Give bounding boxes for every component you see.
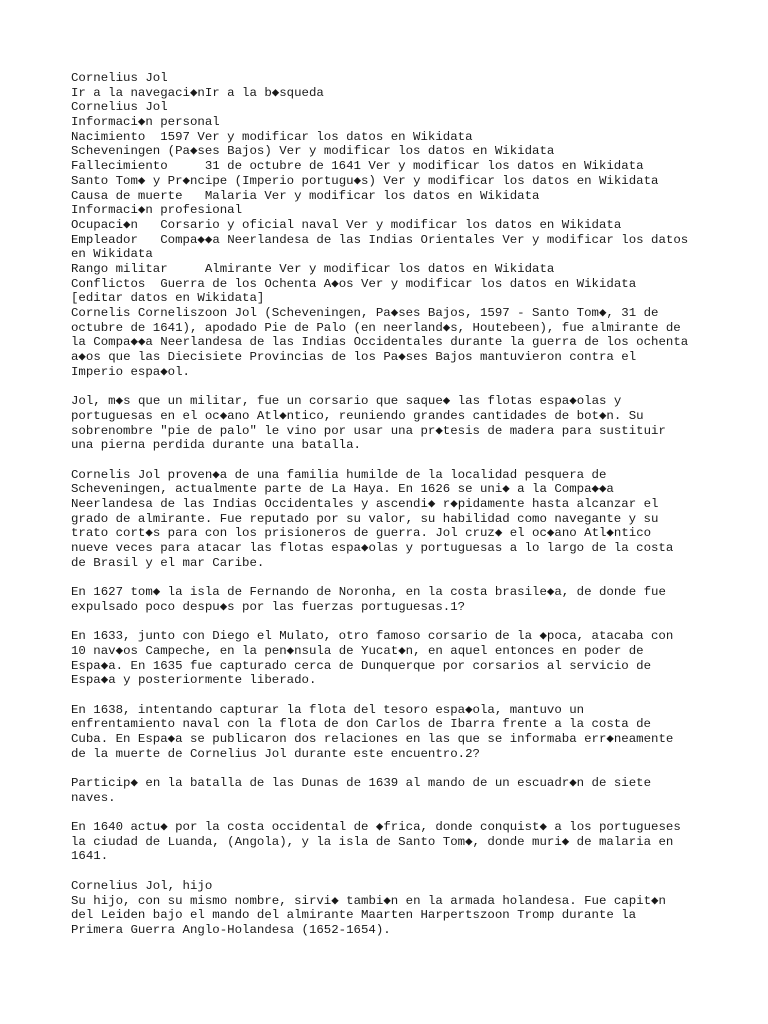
paragraph-line: una pierna perdida durante una batalla. — [71, 438, 361, 453]
article-title: Cornelius Jol — [71, 100, 168, 115]
paragraph-line: Jol, m◆s que un militar, fue un corsario que saque◆ las flotas espa◆olas y — [71, 394, 622, 409]
paragraph-line: Cuba. En Espa◆a se publicaron dos relaciones en las que se informaba err◆neamente — [71, 731, 674, 746]
article-body — [71, 306, 711, 938]
paragraph-line: enfrentamiento naval con la flota de don Carlos de Ibarra frente a la costa de — [71, 717, 651, 732]
paragraph-line: de Brasil y el mar Caribe. — [71, 555, 265, 570]
paragraph-line: del Leiden bajo el mando del almirante Maarten Harpertszoon Tromp durante la — [71, 908, 637, 923]
article-paragraph — [71, 820, 711, 864]
article-paragraph — [71, 703, 711, 762]
article-paragraph — [71, 776, 711, 805]
paragraph-line: portuguesas en el oc◆ano Atl◆ntico, reuniendo grandes cantidades de bot◆n. Su — [71, 408, 644, 423]
infobox-death-cause: Causa de muerte Malaria Ver y modificar los datos en Wikidata — [71, 188, 540, 203]
infobox-conflicts: Conflictos Guerra de los Ochenta A◆os Ver y modificar los datos en Wikidata — [71, 276, 637, 291]
article-paragraph — [71, 879, 711, 938]
paragraph-line: Espa◆a. En 1635 fue capturado cerca de Dunquerque por corsarios al servicio de — [71, 658, 652, 673]
paragraph-line: de la muerte de Cornelius Jol durante este encuentro.2? — [71, 746, 480, 761]
infobox-rank: Rango militar Almirante Ver y modificar los datos en Wikidata — [71, 261, 555, 276]
paragraph-line: Scheveningen, actualmente parte de La Haya. En 1626 se uni◆ a la Compa◆◆a — [71, 482, 614, 497]
paragraph-line: nueve veces para atacar las flotas espa◆olas y portuguesas a lo largo de la costa — [71, 541, 674, 555]
infobox-professional-heading: Informaci◆n profesional — [71, 203, 243, 218]
paragraph-line: la Compa◆◆a Neerlandesa de las Indias Occidentales durante la guerra de los ochenta — [71, 335, 689, 350]
document-page — [71, 71, 711, 952]
paragraph-line: Cornelis Corneliszoon Jol (Scheveningen, Pa◆ses Bajos, 1597 - Santo Tom◆, 31 de — [71, 306, 659, 320]
paragraph-line: Cornelius Jol, hijo — [71, 878, 213, 893]
paragraph-line: En 1640 actu◆ por la costa occidental de ◆frica, donde conquist◆ a los portugueses — [71, 820, 681, 835]
paragraph-line: naves. — [71, 790, 116, 805]
paragraph-line: Particip◆ en la batalla de las Dunas de 1639 al mando de un escuadr◆n de siete — [71, 776, 652, 790]
article-paragraph — [71, 585, 711, 614]
paragraph-line: 1641. — [71, 849, 109, 864]
paragraph-line: sobrenombre "pie de palo" le vino por usar una pr◆tesis de madera para sustituir — [71, 423, 666, 438]
edit-wikidata-link[interactable]: [editar datos en Wikidata] — [71, 291, 265, 306]
infobox-death-place: Santo Tom◆ y Pr◆ncipe (Imperio portugu◆s) Ver y modificar los datos en Wikidata — [71, 173, 659, 188]
paragraph-line: Primera Guerra Anglo-Holandesa (1652-1654). — [71, 922, 391, 937]
skip-navigation-text: Ir a la navegaci◆nIr a la b◆squeda — [71, 85, 324, 100]
paragraph-line: trato cort◆s para con los prisioneros de guerra. Jol cruz◆ el oc◆ano Atl◆ntico — [71, 526, 652, 541]
paragraph-line: En 1638, intentando capturar la flota del tesoro espa◆ola, mantuvo un — [71, 702, 585, 717]
paragraph-line: Neerlandesa de las Indias Occidentales y ascendi◆ r◆pidamente hasta alcanzar el — [71, 496, 659, 511]
infobox-employer: Empleador Compa◆◆a Neerlandesa de las Indias Orientales Ver y modificar los datos — [71, 232, 689, 247]
paragraph-line: En 1627 tom◆ la isla de Fernando de Noronha, en la costa brasile◆a, de donde fue — [71, 585, 666, 600]
paragraph-line: a◆os que las Diecisiete Provincias de los Pa◆ses Bajos mantuvieron contra el — [71, 350, 637, 365]
infobox — [71, 115, 711, 306]
paragraph-line: octubre de 1641), apodado Pie de Palo (en neerland◆s, Houtebeen), fue almirante de — [71, 320, 681, 335]
article-paragraph — [71, 306, 711, 379]
paragraph-line: Cornelis Jol proven◆a de una familia humilde de la localidad pesquera de — [71, 467, 607, 482]
paragraph-line: expulsado poco despu◆s por las fuerzas portuguesas.1? — [71, 599, 466, 614]
infobox-birth: Nacimiento 1597 Ver y modificar los datos en Wikidata — [71, 129, 473, 144]
infobox-birth-place: Scheveningen (Pa◆ses Bajos) Ver y modificar los datos en Wikidata — [71, 144, 555, 159]
paragraph-line: 10 nav◆os Campeche, en la pen◆nsula de Yucat◆n, en aquel entonces en poder de — [71, 643, 644, 658]
infobox-employer-cont: en Wikidata — [71, 247, 153, 262]
paragraph-line: Imperio espa◆ol. — [71, 364, 190, 379]
infobox-death: Fallecimiento 31 de octubre de 1641 Ver y modificar los datos en Wikidata — [71, 159, 644, 174]
page-title: Cornelius Jol — [71, 71, 168, 85]
article-paragraph — [71, 394, 711, 453]
infobox-occupation: Ocupaci◆n Corsario y oficial naval Ver y modificar los datos en Wikidata — [71, 217, 622, 232]
article-paragraph — [71, 468, 711, 571]
paragraph-line: En 1633, junto con Diego el Mulato, otro famoso corsario de la ◆poca, atacaba con — [71, 629, 674, 644]
paragraph-line: grado de almirante. Fue reputado por su valor, su habilidad como navegante y su — [71, 511, 659, 526]
infobox-personal-heading: Informaci◆n personal — [71, 115, 220, 130]
paragraph-line: la ciudad de Luanda, (Angola), y la isla de Santo Tom◆, donde muri◆ de malaria en — [71, 834, 674, 849]
paragraph-line: Espa◆a y posteriormente liberado. — [71, 673, 317, 688]
paragraph-line: Su hijo, con su mismo nombre, sirvi◆ tambi◆n en la armada holandesa. Fue capit◆n — [71, 893, 666, 908]
article-paragraph — [71, 629, 711, 688]
